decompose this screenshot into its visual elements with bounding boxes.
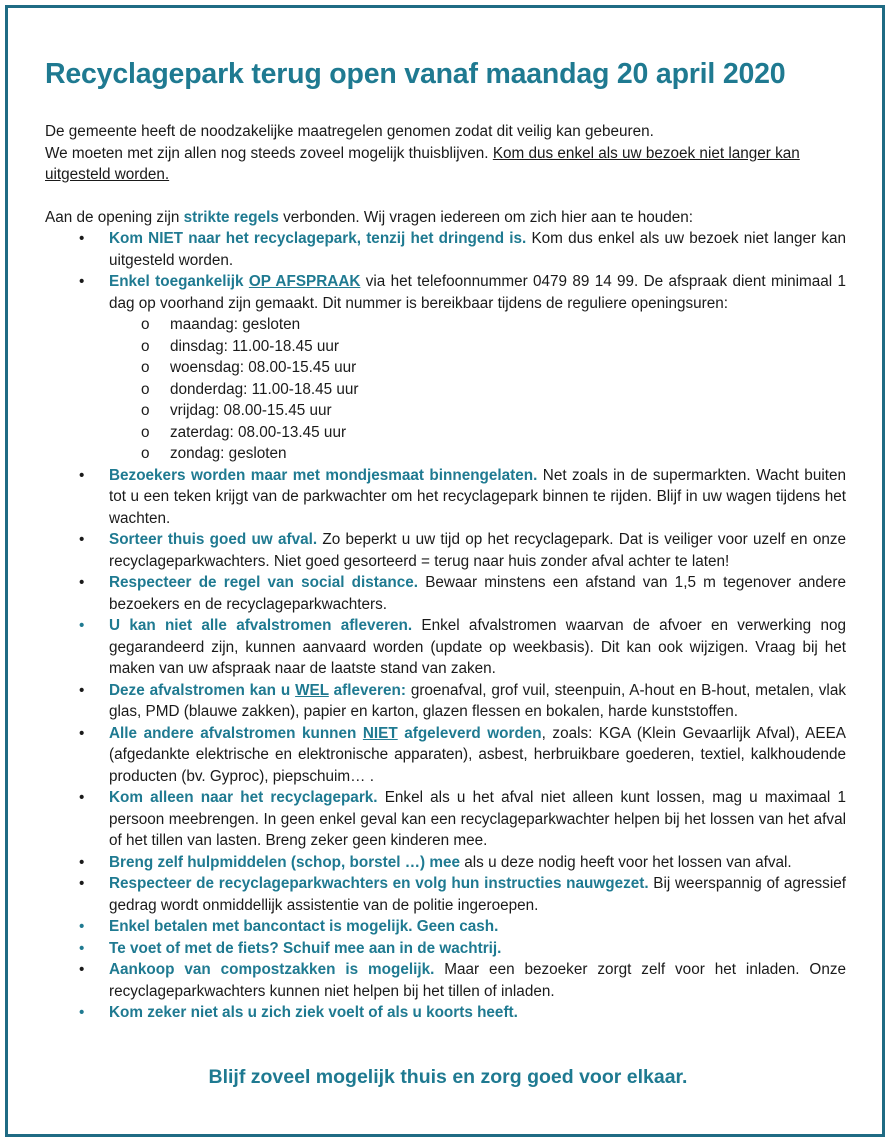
opening-hours-item: o vrijdag: 08.00-15.45 uur (170, 400, 846, 422)
rule-item: • Kom zeker niet als u zich ziek voelt of als u koorts heeft. (109, 1002, 846, 1024)
rule-item: • U kan niet alle afvalstromen afleveren. Enkel afvalstromen waarvan de afvoer en verwerking nog gegarandeerd zijn, kunnen aanvaard worden (update op weekbasis). Dit kan ook wijzigen. Vraag bij het maken van uw afspraak naar de laatste stand van zaken. (109, 615, 846, 680)
opening-hours-item: o woensdag: 08.00-15.45 uur (170, 357, 846, 379)
rule-item: • Deze afvalstromen kan u WEL afleveren: groenafval, grof vuil, steenpuin, A-hout en B-hout, metalen, vlak glas, PMD (blauwe zakken), papier en karton, glazen flessen en bokalen, harde kunststoffen. (109, 680, 846, 723)
intro-line-2: We moeten met zijn allen nog steeds zoveel mogelijk thuisblijven. Kom dus enkel als uw bezoek niet langer kan uitgesteld worden. (45, 144, 800, 183)
rule-item: • Te voet of met de fiets? Schuif mee aan in de wachtrij. (109, 938, 846, 960)
rule-item: • Sorteer thuis goed uw afval. Zo beperkt u uw tijd op het recyclagepark. Dat is veiliger voor uzelf en onze recyclageparkwachters. Niet goed gesorteerd = terug naar huis zonder afval achter te laten! (109, 529, 846, 572)
opening-hours-item: o zondag: gesloten (170, 443, 846, 465)
rule-item: • Enkel toegankelijk OP AFSPRAAK via het telefoonnummer 0479 89 14 99. De afspraak dient minimaal 1 dag op voorhand zijn gemaakt. Dit nummer is bereikbaar tijdens de reguliere openingsuren: o maandag: gesloten o dinsdag: 11.00-18.45 uur o woensdag: 08.00-15.45 uur o donderdag: 11.00-18.45 uur o vrijdag: 08.00-15.45 uur o zaterdag: 08.00-13.45 uur o zondag: gesloten (109, 271, 846, 465)
rules-intro-highlight: strikte regels (183, 208, 279, 226)
closing-message: Blijf zoveel mogelijk thuis en zorg goed voor elkaar. (208, 1066, 688, 1088)
opening-hours-item: o maandag: gesloten (170, 314, 846, 336)
intro-underlined-notice: Kom dus enkel als uw bezoek niet langer kan uitgesteld worden. (45, 144, 800, 183)
rule-item: • Kom alleen naar het recyclagepark. Enkel als u het afval niet alleen kunt lossen, mag u maximaal 1 persoon meebrengen. In geen enkel geval kan een recyclageparkwachter helpen bij het lossen van het afval of het tillen van lasten. Breng zeker geen kinderen mee. (109, 787, 846, 852)
opening-hours-item: o dinsdag: 11.00-18.45 uur (170, 336, 846, 358)
opening-hours-list (109, 314, 846, 465)
rules-intro: Aan de opening zijn strikte regels verbonden. Wij vragen iedereen om zich hier aan te houden: (45, 208, 693, 226)
rules-list (45, 228, 846, 1024)
document-body (45, 121, 846, 1024)
rule-item: • Breng zelf hulpmiddelen (schop, borstel …) mee als u deze nodig heeft voor het lossen van afval. (109, 852, 846, 874)
rule-item: • Enkel betalen met bancontact is mogelijk. Geen cash. (109, 916, 846, 938)
intro-line-1: De gemeente heeft de noodzakelijke maatregelen genomen zodat dit veilig kan gebeuren. (45, 123, 654, 140)
rule-item: • Respecteer de recyclageparkwachters en volg hun instructies nauwgezet. Bij weerspannig of agressief gedrag wordt onmiddellijk assistentie van de politie ingeroepen. (109, 873, 846, 916)
rule-item: • Alle andere afvalstromen kunnen NIET afgeleverd worden, zoals: KGA (Klein Gevaarlijk Afval), AEEA (afgedankte elektrische en elektronische apparaten), asbest, herbruikbare goederen, textiel, kalkhoudende producten (bv. Gyproc), piepschuim… . (109, 723, 846, 788)
opening-hours-item: o donderdag: 11.00-18.45 uur (170, 379, 846, 401)
rule-item: • Aankoop van compostzakken is mogelijk. Maar een bezoeker zorgt zelf voor het inladen. Onze recyclageparkwachters kunnen niet helpen bij het tillen of inladen. (109, 959, 846, 1002)
rule-item: • Respecteer de regel van social distance. Bewaar minstens een afstand van 1,5 m tegenover andere bezoekers en de recyclageparkwachters. (109, 572, 846, 615)
rule-item: • Kom NIET naar het recyclagepark, tenzij het dringend is. Kom dus enkel als uw bezoek niet langer kan uitgesteld worden. (109, 228, 846, 271)
opening-hours-item: o zaterdag: 08.00-13.45 uur (170, 422, 846, 444)
rule-item: • Bezoekers worden maar met mondjesmaat binnengelaten. Net zoals in de supermarkten. Wacht buiten tot u een teken krijgt van de parkwachter om het recyclagepark binnen te rijden. Blijf in uw wagen tijdens het wachten. (109, 465, 846, 530)
page-title: Recyclagepark terug open vanaf maandag 20 april 2020 (45, 58, 786, 90)
